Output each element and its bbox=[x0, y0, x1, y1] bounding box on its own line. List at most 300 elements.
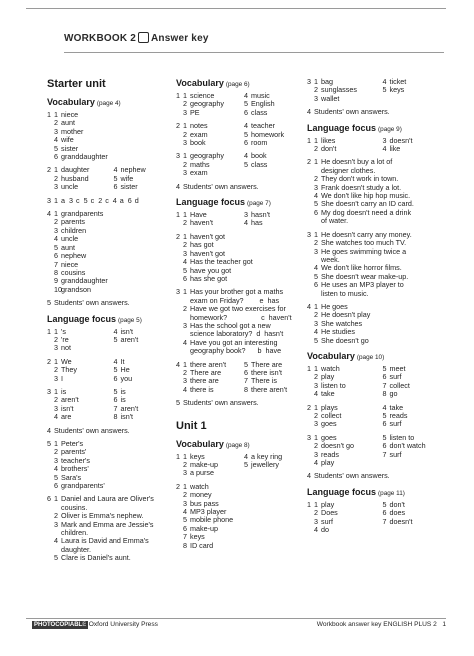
item-text: has bbox=[251, 218, 263, 228]
item-number: 2 bbox=[54, 173, 58, 183]
exercise-answers bbox=[54, 427, 169, 435]
item-number: 4 bbox=[54, 536, 58, 546]
item-number: 5 bbox=[382, 85, 387, 95]
item-number: 2 bbox=[54, 511, 58, 521]
exercise-number: 3 bbox=[47, 195, 51, 205]
item-number: 5 bbox=[54, 242, 58, 252]
item-text: haven't got bbox=[190, 248, 225, 258]
item-text: ID card bbox=[190, 540, 214, 550]
item-number: 8 bbox=[183, 540, 187, 550]
item-text: niece bbox=[61, 110, 79, 119]
item-number: 8 bbox=[54, 267, 58, 277]
language-focus-heading bbox=[307, 123, 447, 135]
item-number: 4 bbox=[382, 77, 387, 86]
item-text: She watches bbox=[321, 318, 363, 328]
item-text: She doesn't carry an ID card. bbox=[321, 199, 414, 209]
exercise bbox=[307, 231, 447, 298]
item-text: room bbox=[251, 138, 268, 148]
answer-item bbox=[54, 153, 169, 161]
item-number: 5 bbox=[83, 195, 88, 205]
column-2 bbox=[176, 78, 301, 555]
item-number: 4 bbox=[314, 458, 318, 468]
exercise-answers bbox=[314, 404, 447, 429]
item-number: 5 bbox=[183, 265, 187, 275]
item-text: meet bbox=[389, 363, 406, 373]
item-text: likes bbox=[321, 135, 336, 145]
section-title: Language focus bbox=[176, 197, 246, 208]
exercise-number: 6 bbox=[47, 494, 51, 504]
item-text: Sara's bbox=[61, 472, 82, 482]
item-text: maths bbox=[190, 159, 210, 169]
answer-item bbox=[183, 139, 240, 147]
answer-item bbox=[54, 521, 169, 538]
answer-item bbox=[244, 469, 301, 477]
item-number: 3 bbox=[382, 135, 387, 145]
item-number: 1 bbox=[314, 229, 318, 239]
exercise bbox=[47, 358, 169, 383]
item-number: 2 bbox=[183, 99, 187, 109]
item-number: 6 bbox=[54, 481, 58, 491]
item-number: 7 bbox=[382, 449, 387, 459]
item-text: Oliver is Emma's nephew. bbox=[61, 511, 144, 521]
item-number: 1 bbox=[314, 135, 318, 145]
exercise-answers bbox=[314, 137, 447, 154]
item-number: 6 bbox=[113, 395, 118, 405]
item-number bbox=[244, 169, 251, 177]
item-number: 1 bbox=[183, 231, 187, 241]
item-text: ticket bbox=[389, 77, 407, 86]
item-number: 1 bbox=[54, 195, 58, 205]
item-text: play bbox=[321, 499, 335, 509]
item-text: a purse bbox=[190, 468, 214, 478]
answer-item bbox=[114, 344, 170, 352]
item-text: haven't got bbox=[190, 231, 225, 241]
exercise-number: 3 bbox=[307, 432, 311, 442]
item-text: like bbox=[389, 144, 401, 154]
item-number: 6 bbox=[382, 441, 387, 451]
item-text: geography bbox=[190, 151, 224, 161]
exercise bbox=[176, 288, 301, 355]
section-title: Vocabulary bbox=[176, 78, 224, 88]
item-number: 3 bbox=[69, 195, 73, 205]
item-text: Daniel and Laura are Oliver's cousins. bbox=[61, 494, 154, 512]
answer-item bbox=[69, 197, 80, 205]
item-text: class bbox=[251, 159, 268, 169]
item-text: 's bbox=[61, 326, 66, 336]
item-number: 4 bbox=[244, 151, 248, 161]
answer-item bbox=[183, 275, 301, 283]
item-number: 2 bbox=[98, 195, 103, 205]
item-number: 4 bbox=[183, 337, 187, 347]
item-text: husband bbox=[61, 173, 89, 183]
answer-item bbox=[183, 322, 301, 339]
item-text: listen to bbox=[389, 432, 415, 442]
answer-item bbox=[314, 337, 447, 345]
item-text: book bbox=[190, 138, 206, 148]
answer-item bbox=[383, 518, 448, 526]
item-number: 2 bbox=[54, 395, 58, 405]
answer-item bbox=[113, 197, 124, 205]
item-number: 1 bbox=[183, 451, 187, 461]
item-number: 6 bbox=[382, 508, 387, 518]
exercise-number: 1 bbox=[47, 110, 51, 119]
item-text: aren't bbox=[61, 395, 79, 405]
item-number: 2 bbox=[183, 490, 187, 500]
answer-item bbox=[314, 95, 379, 103]
answer-item bbox=[244, 139, 301, 147]
exercise-answers bbox=[54, 111, 169, 161]
exercise bbox=[307, 158, 447, 225]
item-text: surf bbox=[389, 449, 402, 459]
exercise bbox=[307, 434, 447, 468]
item-number: 3 bbox=[183, 376, 187, 386]
item-text: We don't like hip hop music. bbox=[321, 191, 411, 201]
item-number: 6 bbox=[127, 195, 132, 205]
item-text: aren't bbox=[120, 334, 139, 344]
page-ref: (page 9) bbox=[378, 125, 402, 133]
item-text bbox=[390, 95, 448, 103]
item-text: My dog doesn't need a drink of water. bbox=[321, 207, 412, 226]
exercise bbox=[176, 122, 301, 147]
item-text: exam bbox=[190, 168, 208, 178]
item-number: 2 bbox=[183, 367, 187, 377]
exercise-answers bbox=[54, 495, 169, 562]
exercise-answers bbox=[314, 434, 447, 468]
item-number: 10 bbox=[54, 284, 62, 294]
item-text: Laura is David and Emma's daughter. bbox=[61, 536, 149, 554]
item-number: 2 bbox=[314, 411, 318, 420]
answer-item bbox=[383, 451, 448, 459]
item-number: 8 bbox=[113, 412, 118, 422]
item-text: don't bbox=[321, 144, 337, 154]
item-text: keys bbox=[389, 85, 405, 95]
section-title: Vocabulary bbox=[307, 350, 355, 361]
item-text: He studies bbox=[321, 327, 355, 337]
item-text: daughter bbox=[61, 165, 90, 175]
item-text: has she got bbox=[190, 273, 228, 283]
item-number: 1 bbox=[54, 209, 58, 219]
item-text: PE bbox=[190, 107, 200, 117]
item-text: do bbox=[321, 525, 329, 535]
exercise bbox=[47, 388, 169, 422]
top-rule bbox=[26, 8, 446, 15]
item-number: 6 bbox=[382, 372, 387, 382]
item-text: make-up bbox=[190, 460, 218, 469]
exercise-answers bbox=[314, 231, 447, 298]
vocabulary-heading bbox=[176, 78, 301, 90]
item-text: They bbox=[61, 365, 77, 375]
answer-text: Students' own answers. bbox=[183, 398, 259, 408]
item-number: 8 bbox=[244, 384, 248, 394]
item-text: goes bbox=[321, 419, 337, 429]
item-text: is bbox=[61, 386, 67, 396]
item-text: Have bbox=[190, 210, 207, 220]
item-number: 5 bbox=[244, 129, 248, 139]
publisher-credit: © Oxford University Press bbox=[82, 621, 158, 628]
item-text: does bbox=[389, 508, 406, 518]
item-text: plays bbox=[321, 402, 338, 412]
item-number: 1 bbox=[54, 165, 58, 175]
answer-item bbox=[383, 526, 448, 534]
item-number: 4 bbox=[382, 144, 387, 154]
item-number: 7 bbox=[54, 259, 58, 269]
item-text: you bbox=[120, 373, 133, 383]
item-text: Has your brother got a maths exam on Friday? e has bbox=[190, 287, 284, 305]
exercise bbox=[307, 108, 447, 116]
exercise bbox=[176, 453, 301, 478]
exercise-number: 3 bbox=[307, 229, 311, 239]
answer-item bbox=[383, 95, 448, 103]
item-number: 2 bbox=[183, 240, 187, 250]
exercise bbox=[307, 404, 447, 429]
item-number: 3 bbox=[54, 455, 58, 465]
item-number: 4 bbox=[112, 195, 117, 205]
page-number: 1 bbox=[442, 621, 446, 628]
item-text bbox=[390, 526, 448, 534]
exercise bbox=[47, 166, 169, 191]
exercise-answers bbox=[314, 303, 447, 345]
answer-item bbox=[128, 197, 139, 205]
answer-item bbox=[183, 386, 240, 394]
exercise-number: 3 bbox=[47, 386, 51, 396]
item-number: 7 bbox=[244, 376, 248, 386]
item-number: 3 bbox=[54, 519, 58, 529]
item-text: He doesn't buy a lot of designer clothes. bbox=[321, 157, 393, 175]
item-text: isn't bbox=[120, 326, 134, 336]
item-text: c bbox=[105, 195, 109, 205]
answer-item bbox=[54, 183, 110, 191]
exercise-number: 4 bbox=[47, 209, 51, 219]
vocabulary-heading bbox=[307, 351, 447, 363]
item-number: 1 bbox=[54, 110, 58, 119]
item-text: bag bbox=[321, 77, 333, 86]
item-number: 2 bbox=[183, 218, 187, 228]
item-number: 6 bbox=[113, 182, 118, 192]
exercise bbox=[176, 152, 301, 177]
answer-item bbox=[114, 183, 170, 191]
item-text: She doesn't go bbox=[321, 335, 369, 345]
exercise bbox=[176, 233, 301, 283]
answer-text: Students' own answers. bbox=[314, 471, 390, 481]
item-text: brothers' bbox=[61, 464, 89, 474]
item-number: 2 bbox=[314, 441, 318, 451]
item-number: 4 bbox=[314, 263, 318, 273]
answer-item bbox=[383, 390, 448, 398]
item-number: 4 bbox=[54, 464, 58, 474]
item-text: surf bbox=[389, 419, 402, 429]
item-text: He goes swimming twice a week. bbox=[321, 246, 407, 264]
page-ref: (page 10) bbox=[356, 353, 385, 361]
answer-item bbox=[383, 145, 448, 153]
item-number: 5 bbox=[54, 553, 58, 563]
exercise-answers bbox=[183, 483, 301, 550]
item-number bbox=[383, 459, 390, 467]
section-title: Vocabulary bbox=[176, 438, 224, 449]
item-number: 1 bbox=[183, 359, 187, 369]
item-text: Clare is Daniel's aunt. bbox=[61, 553, 131, 563]
item-number: 6 bbox=[54, 251, 58, 261]
item-text: keys bbox=[190, 451, 205, 461]
exercise bbox=[307, 303, 447, 345]
answer-item bbox=[383, 420, 448, 428]
answer-item bbox=[54, 495, 169, 512]
item-text: goes bbox=[321, 432, 337, 442]
item-number: 5 bbox=[54, 143, 58, 153]
item-text: granddaughter bbox=[61, 152, 108, 162]
item-number: 4 bbox=[183, 257, 187, 267]
item-number: 3 bbox=[314, 516, 318, 526]
exercise bbox=[47, 299, 169, 307]
item-number: 3 bbox=[54, 403, 58, 413]
item-text: parents' bbox=[61, 447, 87, 457]
item-text: play bbox=[321, 372, 335, 382]
item-text: jewellery bbox=[251, 460, 279, 469]
exercise bbox=[47, 197, 169, 205]
answer-item bbox=[54, 197, 65, 205]
page-ref: (page 5) bbox=[118, 316, 142, 324]
item-number: 6 bbox=[244, 138, 248, 148]
exercise-number: 2 bbox=[176, 121, 180, 131]
exercise bbox=[176, 399, 301, 407]
item-text: grandson bbox=[61, 284, 91, 294]
item-number bbox=[244, 469, 251, 477]
item-text: sunglasses bbox=[321, 85, 357, 95]
item-number: 5 bbox=[382, 363, 387, 373]
item-number: 5 bbox=[244, 99, 248, 109]
item-text: aren't bbox=[120, 403, 139, 413]
item-number: 3 bbox=[183, 320, 187, 330]
item-number: 1 bbox=[314, 301, 318, 311]
exercise-answers bbox=[183, 233, 301, 283]
item-number: 3 bbox=[183, 168, 187, 178]
item-text: there are bbox=[190, 376, 219, 386]
item-number: 1 bbox=[183, 287, 187, 297]
answer-item bbox=[244, 109, 301, 117]
exercise-number: 4 bbox=[307, 471, 311, 481]
item-text: has got bbox=[190, 240, 214, 250]
item-text: There are bbox=[251, 359, 283, 369]
item-number: 4 bbox=[54, 412, 58, 422]
item-text: keys bbox=[190, 532, 205, 542]
item-text: surf bbox=[321, 516, 333, 526]
item-text: there isn't bbox=[251, 367, 282, 377]
item-text: haven't bbox=[190, 218, 213, 228]
answer-item bbox=[114, 336, 170, 344]
answer-item bbox=[54, 537, 169, 554]
item-text: Have we got two exercises for homework? c haven't bbox=[190, 304, 292, 322]
answer-item bbox=[54, 482, 169, 490]
item-text: wife bbox=[61, 135, 74, 145]
item-text: there is bbox=[190, 384, 214, 394]
item-text: nephew bbox=[120, 165, 146, 175]
item-number: 3 bbox=[183, 498, 187, 508]
item-text: isn't bbox=[120, 412, 134, 422]
exercise bbox=[307, 78, 447, 103]
item-text: book bbox=[251, 151, 267, 161]
answer-item bbox=[183, 339, 301, 356]
item-text: take bbox=[321, 389, 335, 399]
section-title: Language focus bbox=[47, 313, 117, 324]
item-number: 5 bbox=[113, 334, 118, 344]
item-number: 2 bbox=[314, 372, 318, 382]
item-number: 2 bbox=[54, 217, 58, 227]
exercise-answers bbox=[183, 361, 301, 395]
exercise bbox=[176, 211, 301, 228]
page-header bbox=[64, 24, 444, 53]
item-number: 5 bbox=[113, 173, 118, 183]
exercise-answers bbox=[183, 92, 301, 117]
item-text: mother bbox=[61, 126, 84, 136]
item-text: go bbox=[389, 389, 398, 399]
exercise-number: 2 bbox=[47, 356, 51, 366]
exercise-number: 1 bbox=[307, 499, 311, 509]
item-number: 5 bbox=[113, 365, 118, 375]
item-number: 3 bbox=[314, 318, 318, 328]
exercise-number: 3 bbox=[176, 151, 180, 161]
item-number: 5 bbox=[244, 159, 248, 169]
exercise-answers bbox=[183, 288, 301, 355]
item-text: take bbox=[389, 402, 404, 412]
exercise-answers bbox=[314, 365, 447, 399]
item-text: It bbox=[120, 356, 125, 366]
exercise-answers bbox=[183, 122, 301, 147]
answer-item bbox=[314, 158, 447, 175]
exercise-number: 1 bbox=[307, 363, 311, 373]
item-number: 1 bbox=[54, 356, 58, 366]
item-text: money bbox=[190, 490, 212, 500]
exercise-answers bbox=[183, 183, 301, 191]
item-text: there aren't bbox=[251, 384, 288, 394]
answer-item bbox=[54, 413, 110, 421]
item-text: There is bbox=[251, 376, 277, 386]
item-text: a bbox=[61, 195, 65, 205]
item-number: 6 bbox=[54, 152, 58, 162]
exercise-number: 1 bbox=[176, 451, 180, 461]
item-text: We don't like horror films. bbox=[321, 263, 402, 273]
item-text: doesn't bbox=[389, 135, 413, 145]
exercise-number: 2 bbox=[47, 165, 51, 175]
exercise bbox=[176, 361, 301, 395]
exercise-answers bbox=[54, 388, 169, 422]
answer-item bbox=[314, 145, 379, 153]
footer-right bbox=[317, 619, 446, 631]
exercise bbox=[176, 183, 301, 191]
item-number: 4 bbox=[314, 525, 318, 535]
answer-item bbox=[314, 526, 379, 534]
exercise-number: 4 bbox=[307, 301, 311, 311]
answer-item bbox=[314, 248, 447, 265]
exercise bbox=[47, 210, 169, 294]
item-number: 5 bbox=[113, 386, 118, 396]
answer-item bbox=[183, 305, 301, 322]
item-number: 6 bbox=[382, 419, 387, 429]
item-text: bus pass bbox=[190, 498, 219, 508]
exercise-answers bbox=[183, 399, 301, 407]
exercise bbox=[176, 483, 301, 550]
exercise-answers bbox=[314, 158, 447, 225]
item-text: There are bbox=[190, 367, 222, 377]
exercise bbox=[307, 472, 447, 480]
item-number: 6 bbox=[314, 280, 318, 290]
item-text: Frank doesn't study a lot. bbox=[321, 182, 402, 192]
item-text: uncle bbox=[61, 234, 79, 244]
item-text: uncle bbox=[61, 182, 79, 192]
item-number: 8 bbox=[382, 389, 387, 399]
answer-item bbox=[54, 375, 110, 383]
exercise-number: 3 bbox=[307, 77, 311, 86]
item-number: 7 bbox=[113, 403, 118, 413]
item-number: 2 bbox=[314, 310, 318, 320]
